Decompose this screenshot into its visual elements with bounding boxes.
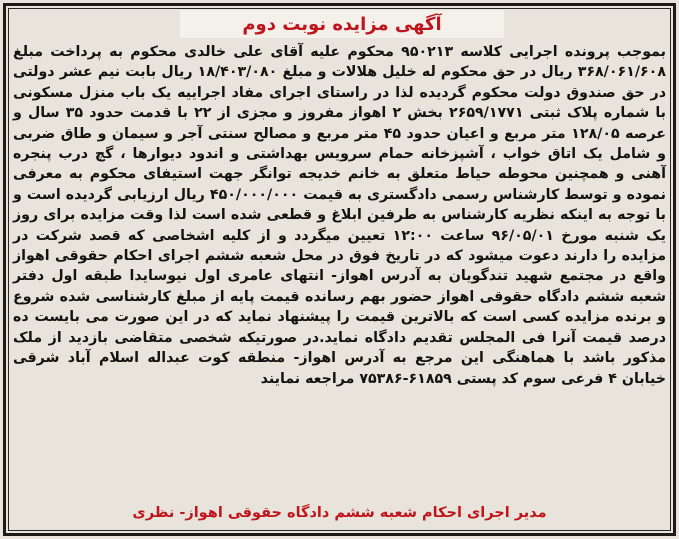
footer-band [13, 501, 666, 525]
ad-signature: مدیر اجرای احکام شعبه ششم دادگاه حقوقی اهواز- نظری [132, 505, 547, 521]
ad-body [13, 42, 666, 389]
ad-title: آگهی مزایده نوبت دوم [242, 13, 442, 35]
title-band [180, 10, 504, 38]
ad-body-paragraph: بموجب پرونده اجرایی کلاسه ۹۵۰۲۱۳ محکوم علیه آقای علی خالدی محکوم به پرداخت مبلغ ۳۶۸/۰۶۱/۶۰۸ ریال در حق محکوم له خلیل هلالات و مبلغ ۱۸/۴۰۳/۰۸۰ ریال بابت نیم عشر دولتی در حق صندوق دولت محکوم گردیده لذا در راستای اجرای مفاد اجراییه یک باب منزل مسکونی با شماره پلاک ثبتی ۲۶۵۹/۱۷۷۱ بخش ۲ اهواز مفروز و مجزی از ۲۲ با قدمت حدود ۳۵ سال و عرصه ۱۲۸/۰۵ متر مربع و اعیان حدود ۴۵ متر مربع و مصالح سنتی آجر و سیمان و طاق ضربی و شامل یک اتاق خواب ، آشپزخانه حمام سرویس بهداشتی و اندود دیوارها ، گچ درب پنجره آهنی و همچنین محوطه حیاط متعلق به خانم خدیجه توانگر جهت استیفای محکوم به معرفی نموده و توسط کارشناس رسمی دادگستری به قیمت ۴۵۰/۰۰۰/۰۰۰ ریال ارزیابی گردیده است و با توجه به اینکه نظریه کارشناس به طرفین ابلاغ و قطعی شده است لذا وقت مزایده برای روز یک شنبه مورخ ۹۶/۰۵/۰۱ ساعت ۱۲:۰۰ تعیین میگردد و از کلیه اشخاصی که قصد شرکت در مزایده را دارند دعوت میشود که در تاریخ فوق در محل شعبه ششم اجرای احکام حقوقی اهواز واقع در مجتمع شهید تندگویان به آدرس اهواز- انتهای عامری اول نیوسایدا طبقه اول دفتر شعبه ششم دادگاه حقوقی اهواز حضور بهم رسانده قیمت پایه از مبلغ کارشناسی شده شروع و برنده مزایده کسی است که بالاترین قیمت را پیشنهاد نماید که در این صورت می بایست ده درصد قیمت آنرا فی المجلس تقدیم دادگاه نماید.در صورتیکه شخصی متقاضی بازدید از ملک مذکور باشد با هماهنگی این مرجع به آدرس اهواز- منطقه کوت عبداله اسلام آباد شرقی خیابان ۴ فرعی سوم کد پستی ۶۱۸۵۹-۷۵۳۸۶ مراجعه نمایند [13, 44, 667, 387]
